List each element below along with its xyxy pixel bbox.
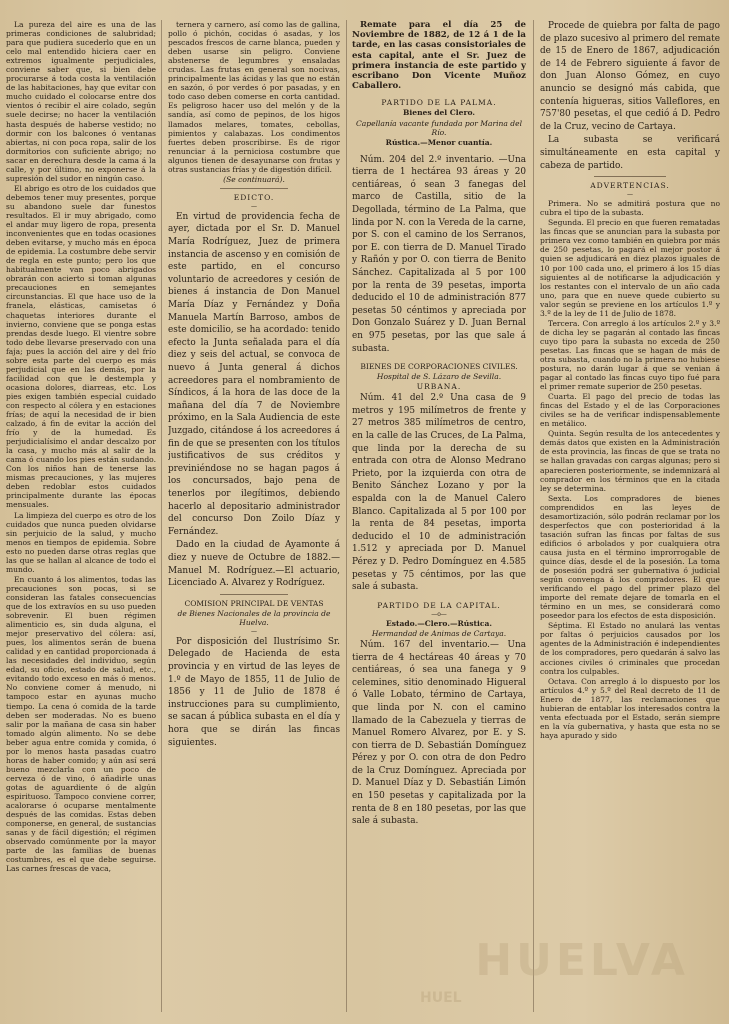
divider: — bbox=[251, 202, 257, 210]
paragraph: La limpieza del cuerpo es otro de los cuidados que nunca pueden olvidarse sin perjuicio de la salud, y mucho menos en tiempos de epidemia. Sobre esto no pueden darse otras reglas que las que se hallan al alcance de todo el mundo. bbox=[6, 510, 156, 574]
continued-note: (Se continuará). bbox=[223, 174, 285, 184]
comision-subheading: de Bienes Nacionales de la provincia de Huelva. bbox=[177, 608, 331, 627]
column-rule bbox=[533, 20, 534, 1012]
column-rule bbox=[346, 20, 347, 1012]
estado-heading: Estado.—Clero.—Rústica. bbox=[386, 618, 492, 628]
divider: — bbox=[627, 191, 633, 199]
capellania-heading: Capellanía vacante fundada por Marina del Río. bbox=[356, 118, 522, 137]
library-watermark: HUELVA bbox=[475, 935, 689, 986]
divider bbox=[594, 176, 666, 177]
partido-capital-heading: PARTIDO DE LA CAPITAL. bbox=[377, 600, 501, 610]
advertencia-item: Octava. Con arreglo á lo dispuesto por los artículos 4.º y 5.º del Real decreto de 11 de Enero de 1877, las reclamaciones que hubieran de entablar los interesados contra la venta efectuada por el Estado, serán siempre en la vía gubernativa, y hasta que esta no se haya apurado y sido bbox=[540, 676, 720, 740]
paragraph: La pureza del aire es una de las primeras condiciones de salubridad; para que pudiera sucederlo que en un celo mal entendido hiciera caer en extremos igualmente perjudiciales, conviene saber que, si bien debe procurarse á toda costa la ventilación de las habitaciones, hay que evitar con mucho cuidado el colocarse entre dos vientos ó recibir el aire colado, según suele decirse; no hacer la ventilación hasta después de haberse vestido; no dormir con los balcones ó ventanas abiertas, ni con poca ropa, salir de los dormitorios con suficiente abrigo; no sacar en derechura desde la cama á la calle, y por último, no exponerse á la supresión del sudor en ningún caso. bbox=[6, 20, 156, 183]
quiebra-paragraph: Procede de quiebra por falta de pago de plazo sucesivo al primero del remate de 15 de Enero de 1867, adjudicación de 14 de Febrero siguiente á favor de don Juan Alonso Gómez, en cuyo anuncio se designó más cabida, que contenía higueras, sitios Valleflores, en 757'80 pesetas, el que cedió á D. Pedro de la Cruz, vecino de Cartaya. bbox=[540, 21, 720, 132]
remate-paragraph: Remate para el día 25 de Noviembre de 1882, de 12 á 1 de la tarde, en las casas consistoriales de esta capital, ante el Sr. Juez de primera instancia de este partido y escribano Don Vicente Muñoz Caballero. bbox=[352, 20, 526, 92]
hospital-heading: Hospital de S. Lázaro de Sevilla. bbox=[376, 372, 502, 382]
finca-entry: Núm. 204 del 2.º inventario. —Una tierra de 1 hectárea 93 áreas y 20 centiáreas, ó sean 3 fanegas del marco de Castilla, sitio de la Degollada, término de La Palma, que linda por N. con la Vereda de la carne, por S. con el camino de los Serranos, por E. con tierra de D. Manuel Tirado y Rañón y por O. con tierra de Benito Sánchez. Capitalizada al 5 por 100 por la renta de 39 pesetas, importa deducido el 10 de administración 877 pesetas 50 céntimos y apreciada por Don Gonzalo Suárez y D. Juan Bernal en 975 pesetas, por las que sale á subasta. bbox=[352, 154, 526, 354]
paragraph: ternera y carnero, así como las de gallina, pollo ó pichón, cocidas ó asadas, y los pescados frescos de carne blanca, pueden y deben usarse sin peligro. Conviene abstenerse de legumbres y ensaladas crudas. Las frutas en general son nocivas, principalmente las ácidas y las que no están en sazón, ó por verdes ó por pasadas, y en todo caso deben comerse en corta cantidad. Es peligroso hacer uso del melón y de la sandía, así como de pepinos, de los higos llamados melares, tomates, cebollas, pimientos y calabazas. Los condimentos fuertes deben proscribirse. Es de rigor renunciar á la perniciosa costumbre que algunos tienen de desayunarse con frutas y otras sustancias frías y de digestión difícil. bbox=[168, 20, 340, 174]
advertencia-item: Sexta. Los compradores de bienes comprendidos en las leyes de desamortización, sólo podrán reclamar por los desperfectos que con posterioridad á la tasación sufran las fincas por faltas de sus edificios ó arbolados y por cualquiera otra causa justa en el término improrrogable de quince días, desde el de la posesión. La toma de posesión podrá ser gubernativa ó judicial según convenga á los compradores. El que verificando el pago del primer plazo del importe del remate dejare de tomarla en el término en un mes, se considerará como poseedor para los efectos de esta disposición. bbox=[540, 493, 720, 621]
paragraph: En cuanto á los alimentos, todas las precauciones son pocas, si se consideran las fatales consecuencias que de los extravíos en su uso pueden sobrevenir. El buen régimen alimenticio es, sin duda alguna, el mejor preservativo del cólera: así, pues, los alimentos serán de buena calidad y en cantidad proporcionada á las necesidades del individuo, según edad, su oficio, estado de salud, etc., evitando todo exceso en más ó menos. No conviene comer á menudo, ni tampoco estar en ayunas mucho tiempo. La cena ó comida de la tarde deben ser moderadas. No es bueno salir por la mañana de casa sin haber tomado algún alimento. No se debe beber agua entre comida y comida, ó por lo menos hasta pasadas cuatro horas de haber comido; y aún así será bueno mezclarla con un poco de cerveza ó de vino, ó añadirle unas gotas de aguardiente ó de algún espirituoso. Tampoco conviene correr, acalorarse ó ocuparse mentalmente después de las comidas. Estas deben componerse, en general, de sustancias sanas y de fácil digestión; el régimen observado comúnmente por la mayor parte de las familias de buenas costumbres, es el que debe seguirse. Las carnes frescas de vaca, bbox=[6, 574, 156, 874]
partido-heading: PARTIDO DE LA PALMA. bbox=[381, 98, 497, 108]
corporaciones-heading: BIENES DE CORPORACIONES CIVILES. bbox=[360, 362, 518, 372]
edicto-heading: EDICTO. bbox=[233, 192, 275, 202]
divider: —o— bbox=[431, 610, 447, 618]
column-2 bbox=[168, 20, 340, 1012]
advertencia-item: Segunda. El precio en que fueren rematadas las fincas que se anuncian para la subasta por primera vez como también en quiebra por más de 250 pesetas, lo pagará el mejor postor á quien se adjudicará en diez plazos iguales de 10 por 100 cada uno, el primero á los 15 días siguientes al de notificarse la adjudicación y los restantes con el intervalo de un año cada uno, para que en nueve quede cubierto su valor según se previene en los artículos 1.º y 3.º de la ley de 11 de Julio de 1878. bbox=[540, 218, 720, 318]
divider bbox=[220, 594, 289, 595]
advertencia-item: Quinta. Según resulta de los antecedentes y demás datos que existen en la Administración de esta provincia, las fincas de que se trata no se hallan gravadas con cargas algunas; pero si aparecieren posteriormente, se indemnizará al comprador en los términos que en la citada ley se determina. bbox=[540, 429, 720, 493]
divider bbox=[220, 188, 289, 189]
rustica-heading: Rústica.—Menor cuantía. bbox=[385, 137, 493, 147]
edicto-body: En virtud de providencia fecha de ayer, dictada por el Sr. D. Manuel María Rodríguez, Juez de primera instancia de ascenso y en comisión de este partido, en el concurso voluntario de acreedores y cesión de bienes á instancia de Don Manuel María Díaz y Fernández y Doña Manuela Martín Barroso, ambos de este domicilio, se ha acordado: tenido efecto la Junta señalada para el día diez y seis del actual, se convoca de nuevo á Junta general á dichos acreedores para el nombramiento de Síndicos, á la hora de las doce de la mañana del día 7 de Noviembre próximo, en la Sala Audiencia de este Juzgado, citándose á los acreedores á fin de que se presenten con los títulos justificativos de sus créditos y previniéndose no se hagan pagos á los concursados, bajo pena de tenerlos por ilegítimos, debiendo hacerlo al depositario administrador del concurso Don Zoilo Díaz y Fernández. bbox=[168, 211, 340, 537]
advertencias-heading: ADVERTENCIAS. bbox=[590, 181, 670, 191]
advertencia-item: Primera. No se admitirá postura que no cubra el tipo de la subasta. bbox=[540, 199, 720, 218]
edicto-signature: Dado en la ciudad de Ayamonte á diez y nueve de Octubre de 1882.—Manuel M. Rodríguez.—El actuario, Licenciado A. Alvarez y Rodríguez. bbox=[168, 540, 340, 589]
comision-heading: COMISION PRINCIPAL DE VENTAS bbox=[184, 598, 324, 608]
finca-entry: Núm. 167 del inventario.— Una tierra de 4 hectáreas 40 áreas y 70 centiáreas, ó sea una fanega y 9 celemines, sitio denominado Higueral ó Valle Lobato, término de Cartaya, que linda por N. con el camino llamado de la Cabezuela y tierras de Manuel Romero Alvarez, por E. y S. con tierra de D. Sebastián Domínguez Pérez y por O. con otra de don Pedro de la Cruz Domínguez. Apreciada por D. Manuel Díaz y D. Sebastián Limón en 150 pesetas y capitalizada por la renta de 8 en 180 pesetas, por las que sale á subasta. bbox=[352, 639, 526, 827]
paragraph: El abrigo es otro de los cuidados que debemos tener muy presentes, porque su abandono suele dar funestos resultados. El ir muy abrigado, como el andar muy ligero de ropa, presenta inconvenientes que en todas ocasiones deben evitarse, y mucho más en época de epidemia. La costumbre debe servir de regla en este punto; pero los que habitualmente van poco abrigados obrarán con acierto si toman algunas precauciones en semejantes circunstancias. El que hace uso de la franela, elásticas, camisetas ó chaquetas interiores durante el invierno, conviene que se ponga estas prendas desde luego. El vientre sobre todo debe llevarse preservado con una faja; pues la acción del aire y del frío sobre esta parte del cuerpo es más perjudicial que en las demás, por la facilidad con que le destempla y ocasiona dolores, diarreas, etc. Los pies exigen también especial cuidado con respecto al cólera y en estaciones frías; de aquí la necesidad de ir bien calzado, á fin de evitar la acción del frío y de la humedad. Es perjudicialísimo el andar descalzo por la casa, y mucho más al salir de la cama ó cuando los pies están sudando. Con los niños han de tenerse las mismas precauciones, y las mujeres deben redoblar estos cuidados principalmente durante las épocas mensuales. bbox=[6, 183, 156, 510]
hermandad-heading: Hermandad de Animas de Cartaya. bbox=[371, 628, 507, 638]
column-rule bbox=[161, 20, 162, 1012]
library-watermark-small: HUEL bbox=[420, 990, 462, 1006]
column-4 bbox=[540, 20, 720, 1012]
divider: — bbox=[251, 627, 257, 635]
subasta-paragraph: La subasta se verificará simultáneamente en esta capital y cabeza de partido. bbox=[540, 135, 720, 171]
advertencia-item: Tercera. Con arreglo á los artículos 2.º y 3.º de dicha ley se pagarán al contado las fincas cuyo tipo para la subasta no exceda de 250 pesetas. Las fincas que se hagan de más de otra subasta, cuando no la primera no hubiese postura, no darán lugar á que se venian á pagar al contado las fincas cuyo tipo fué para el primer remate superior de 250 pesetas. bbox=[540, 318, 720, 392]
urbana-heading: URBANA. bbox=[416, 382, 462, 392]
finca-entry: Núm. 41 del 2.º Una casa de 9 metros y 195 milímetros de frente y 27 metros 385 milímetros de centro, en la calle de las Cruces, de La Palma, que linda por la derecha de su entrada con otra de Alonso Medrano Prieto, por la izquierda con otra de Benito Sánchez Lozano y por la espalda con la de Manuel Calero Blanco. Capitalizada al 5 por 100 por la renta de 84 pesetas, importa deducido el 10 de administración 1.512 y apreciada por D. Manuel Pérez y D. Pedro Domínguez en 4.585 pesetas y 75 céntimos, por las que sale á subasta. bbox=[352, 393, 526, 593]
advertencia-item: Séptima. El Estado no anulará las ventas por faltas ó perjuicios causados por los agentes de la Administración é independientes de los compradores, pero quedarán á salvo las acciones civiles ó criminales que procedan contra los culpables. bbox=[540, 621, 720, 676]
comision-body: Por disposición del Ilustrísimo Sr. Delegado de Hacienda de esta provincia y en virtud de las leyes de 1.º de Mayo de 1855, 11 de Julio de 1856 y 11 de Julio de 1878 é instrucciones para su cumplimiento, se sacan á pública subasta en el día y hora que se dirán las fincas siguientes. bbox=[168, 636, 340, 748]
clero-heading: Bienes del Clero. bbox=[403, 108, 475, 118]
advertencia-item: Cuarta. El pago del precio de todas las fincas del Estado y el de las Corporaciones civiles se ha de verificar indispensablemente en metálico. bbox=[540, 392, 720, 429]
column-1 bbox=[6, 20, 156, 1012]
column-3 bbox=[352, 20, 526, 1012]
